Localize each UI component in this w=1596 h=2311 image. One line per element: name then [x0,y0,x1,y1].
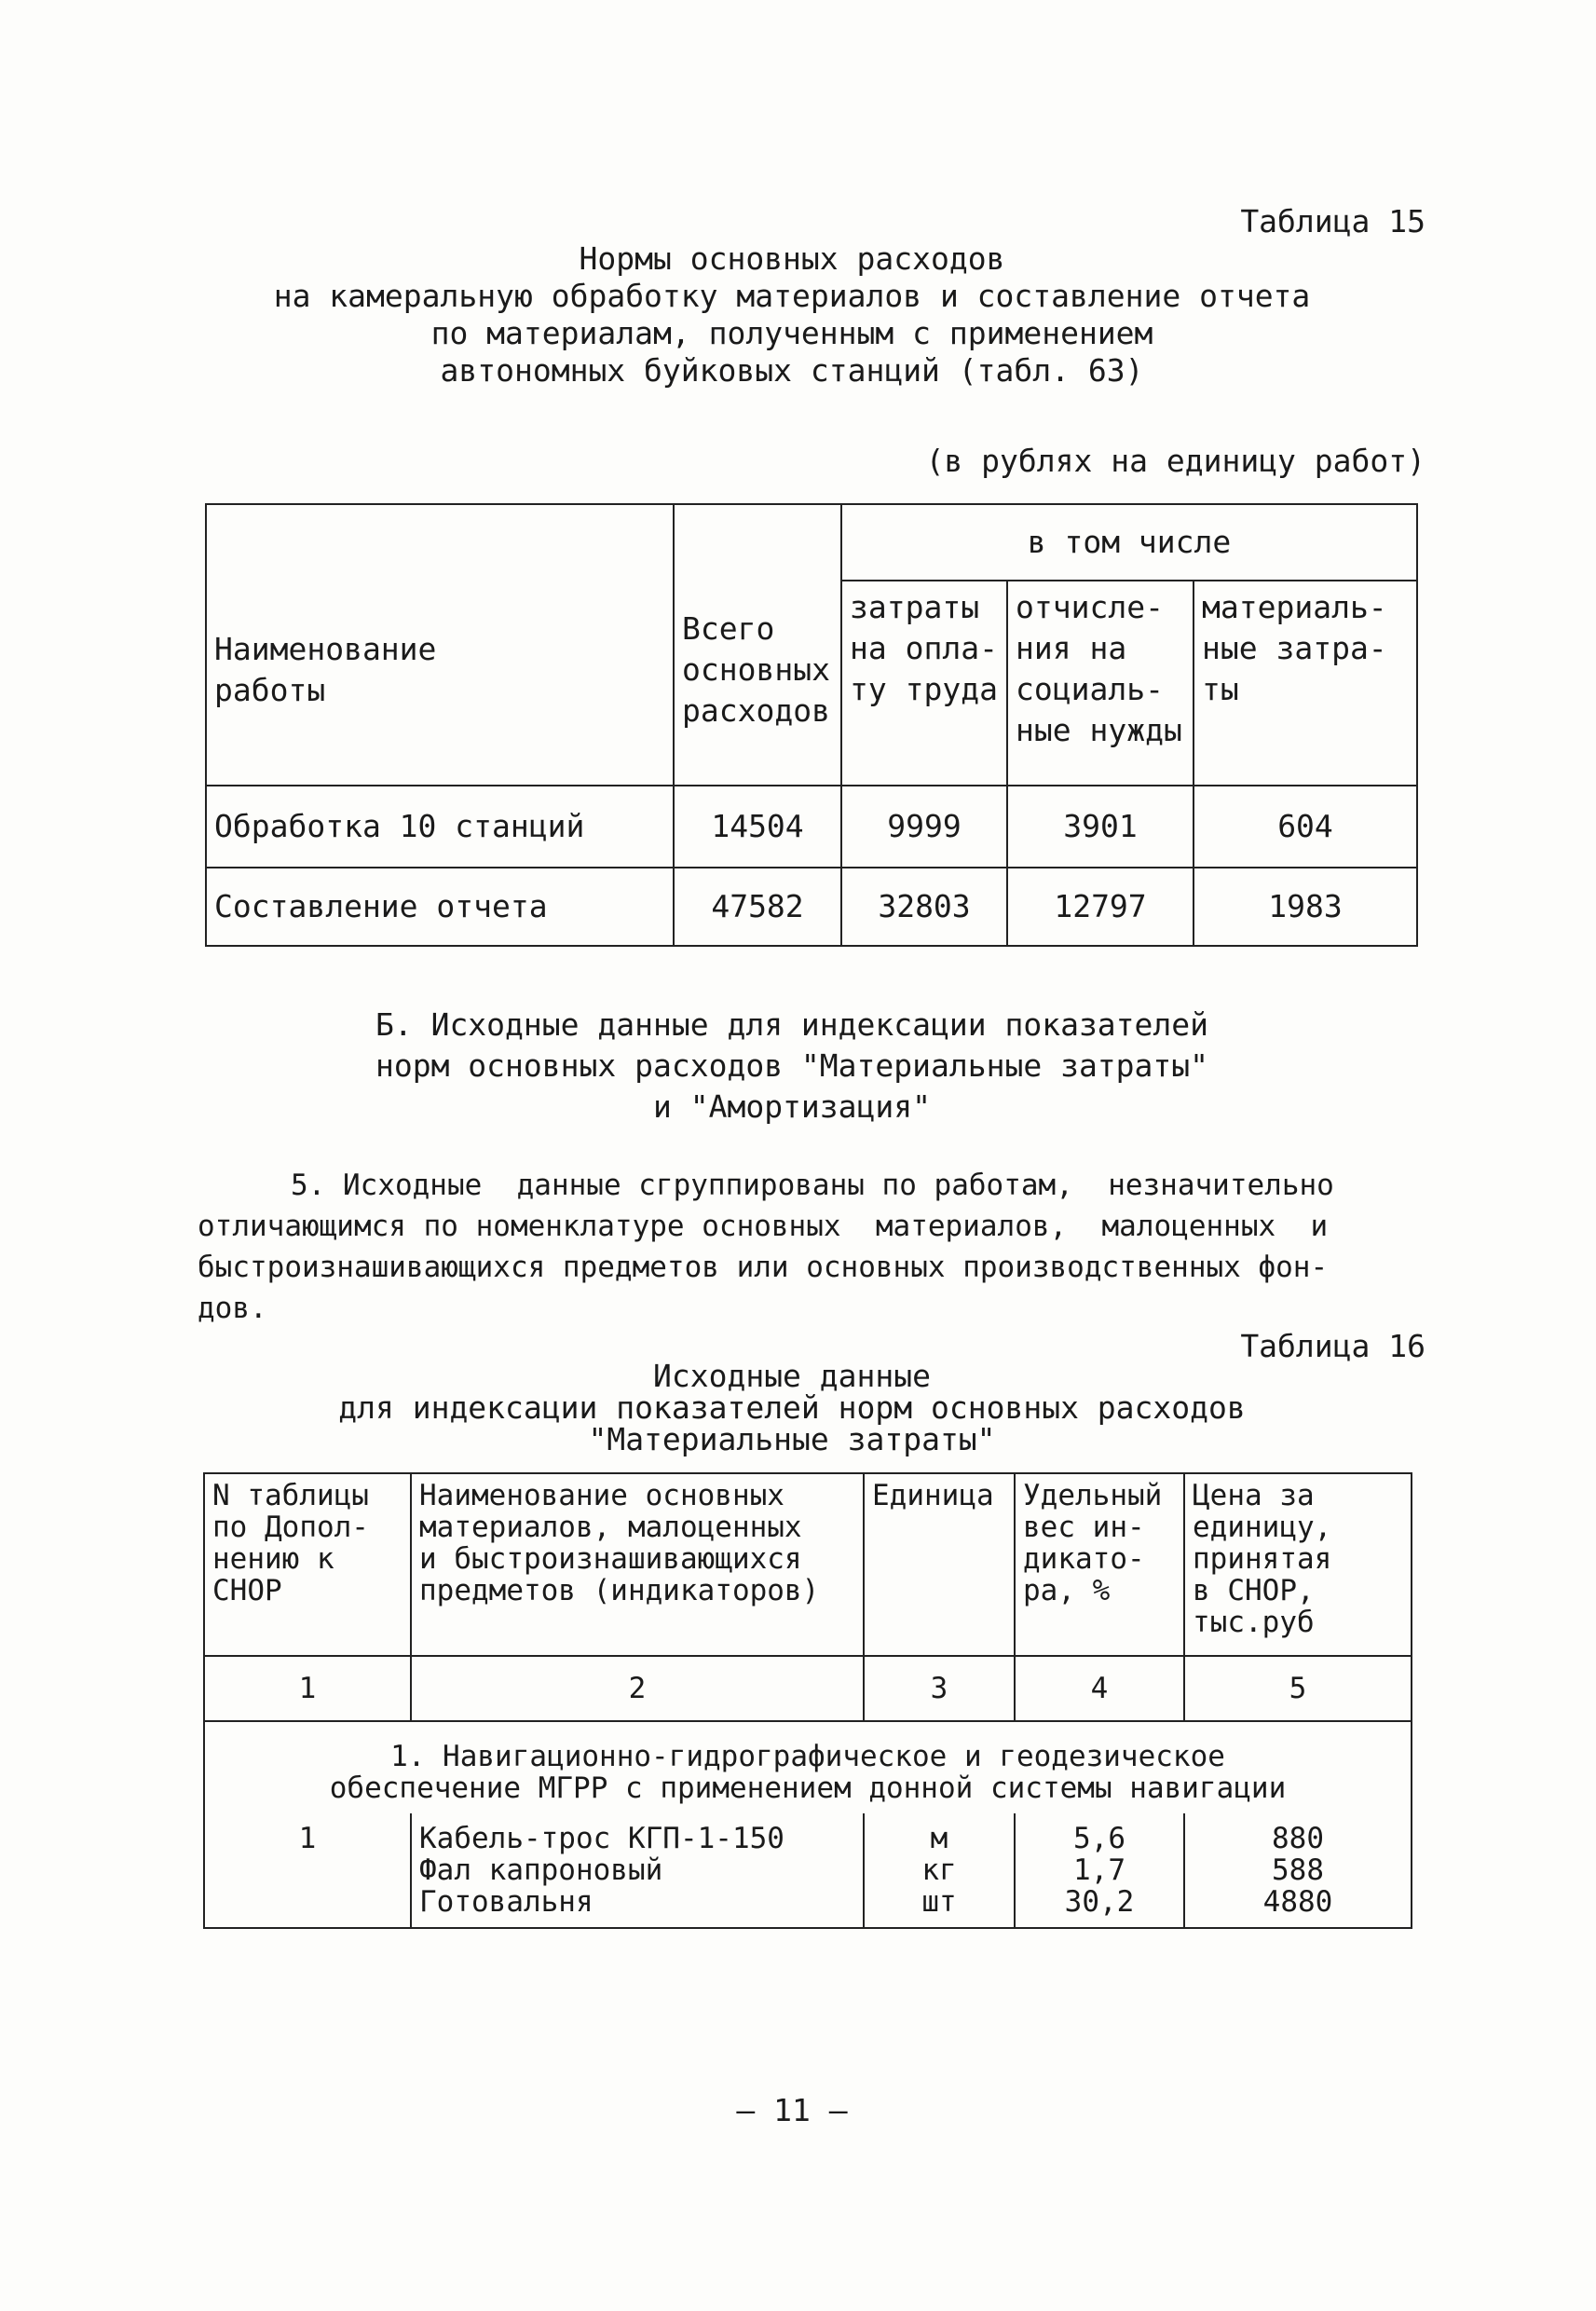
table16-title [186,1358,1398,1457]
table15-units: (в рублях на единицу работ) [925,443,1425,479]
row-weights: 5,6 1,7 30,2 [1015,1813,1184,1928]
table16-header-table-no: N таблицы по Допол- нению к СНОР [204,1473,411,1656]
table15-header-labor: затраты на опла- ту труда [841,581,1007,786]
row-prices: 880 588 4880 [1184,1813,1412,1928]
row-table-no: 1 [204,1813,411,1928]
table16-title-line: "Материальные затраты" [588,1421,996,1457]
table15-header-group: в том числе [841,504,1417,581]
table15-title-line: на камеральную обработку материалов и составление отчета [273,278,1311,314]
column-number: 5 [1184,1656,1412,1721]
section-b-line: норм основных расходов "Материальные затраты" [375,1047,1209,1084]
table15-header-total: Всего основных расходов [674,504,841,786]
column-number: 4 [1015,1656,1184,1721]
row-material: 604 [1194,786,1417,868]
row-social: 12797 [1007,868,1194,946]
row-names: Кабель-трос КГП-1-150 Фал капроновый Готовальня [411,1813,864,1928]
table15 [205,503,1418,947]
table16-header-unit: Единица [864,1473,1015,1656]
table16-header-weight: Удельный вес ин- дикато- ра, % [1015,1473,1184,1656]
row-name: Составление отчета [206,868,674,946]
paragraph-line: отличающимся по номенклатуре основных материалов, малоценных и [198,1210,1329,1243]
section-b-line: и "Амортизация" [652,1088,931,1125]
row-total: 47582 [674,868,841,946]
table16-label: Таблица 16 [1240,1328,1425,1364]
table-row [206,786,1417,868]
row-social: 3901 [1007,786,1194,868]
table15-header-social: отчисле- ния на социаль- ные нужды [1007,581,1194,786]
table-row [206,868,1417,946]
column-number: 3 [864,1656,1015,1721]
table16-section-title: 1. Навигационно-гидрографическое и геодезическое обеспечение МГРР с применением донной системы навигации [204,1721,1412,1813]
table15-title-line: Нормы основных расходов [579,240,1005,277]
column-number: 1 [204,1656,411,1721]
table15-header-material: материаль- ные затра- ты [1194,581,1417,786]
page-number: – 11 – [736,2092,848,2128]
paragraph-line: дов. [198,1292,267,1325]
table16 [203,1472,1412,1929]
column-number: 2 [411,1656,864,1721]
table16-title-line: для индексации показателей норм основных расходов [338,1389,1246,1426]
table15-label: Таблица 15 [1240,203,1425,239]
table-row [204,1813,1412,1928]
row-units: м кг шт [864,1813,1015,1928]
section-b-heading [186,1006,1398,1126]
table15-title [186,240,1398,390]
row-labor: 32803 [841,868,1007,946]
paragraph-line: 5. Исходные данные сгруппированы по работам, незначительно [291,1169,1334,1202]
table15-title-line: автономных буйковых станций (табл. 63) [440,352,1144,389]
paragraph-line: быстроизнашивающихся предметов или основных производственных фон- [198,1251,1329,1284]
table15-title-line: по материалам, полученным с применением [430,315,1153,351]
table16-header-name: Наименование основных материалов, малоценных и быстроизнашивающихся предметов (индикаторов) [411,1473,864,1656]
row-total: 14504 [674,786,841,868]
table16-title-line: Исходные данные [652,1358,931,1394]
row-name: Обработка 10 станций [206,786,674,868]
table16-header-price: Цена за единицу, принятая в СНОР, тыс.руб [1184,1473,1412,1656]
paragraph-5 [198,1165,1427,1329]
row-material: 1983 [1194,868,1417,946]
row-labor: 9999 [841,786,1007,868]
table15-header-name: Наименование работы [206,504,674,786]
section-b-line: Б. Исходные данные для индексации показателей [375,1006,1209,1043]
